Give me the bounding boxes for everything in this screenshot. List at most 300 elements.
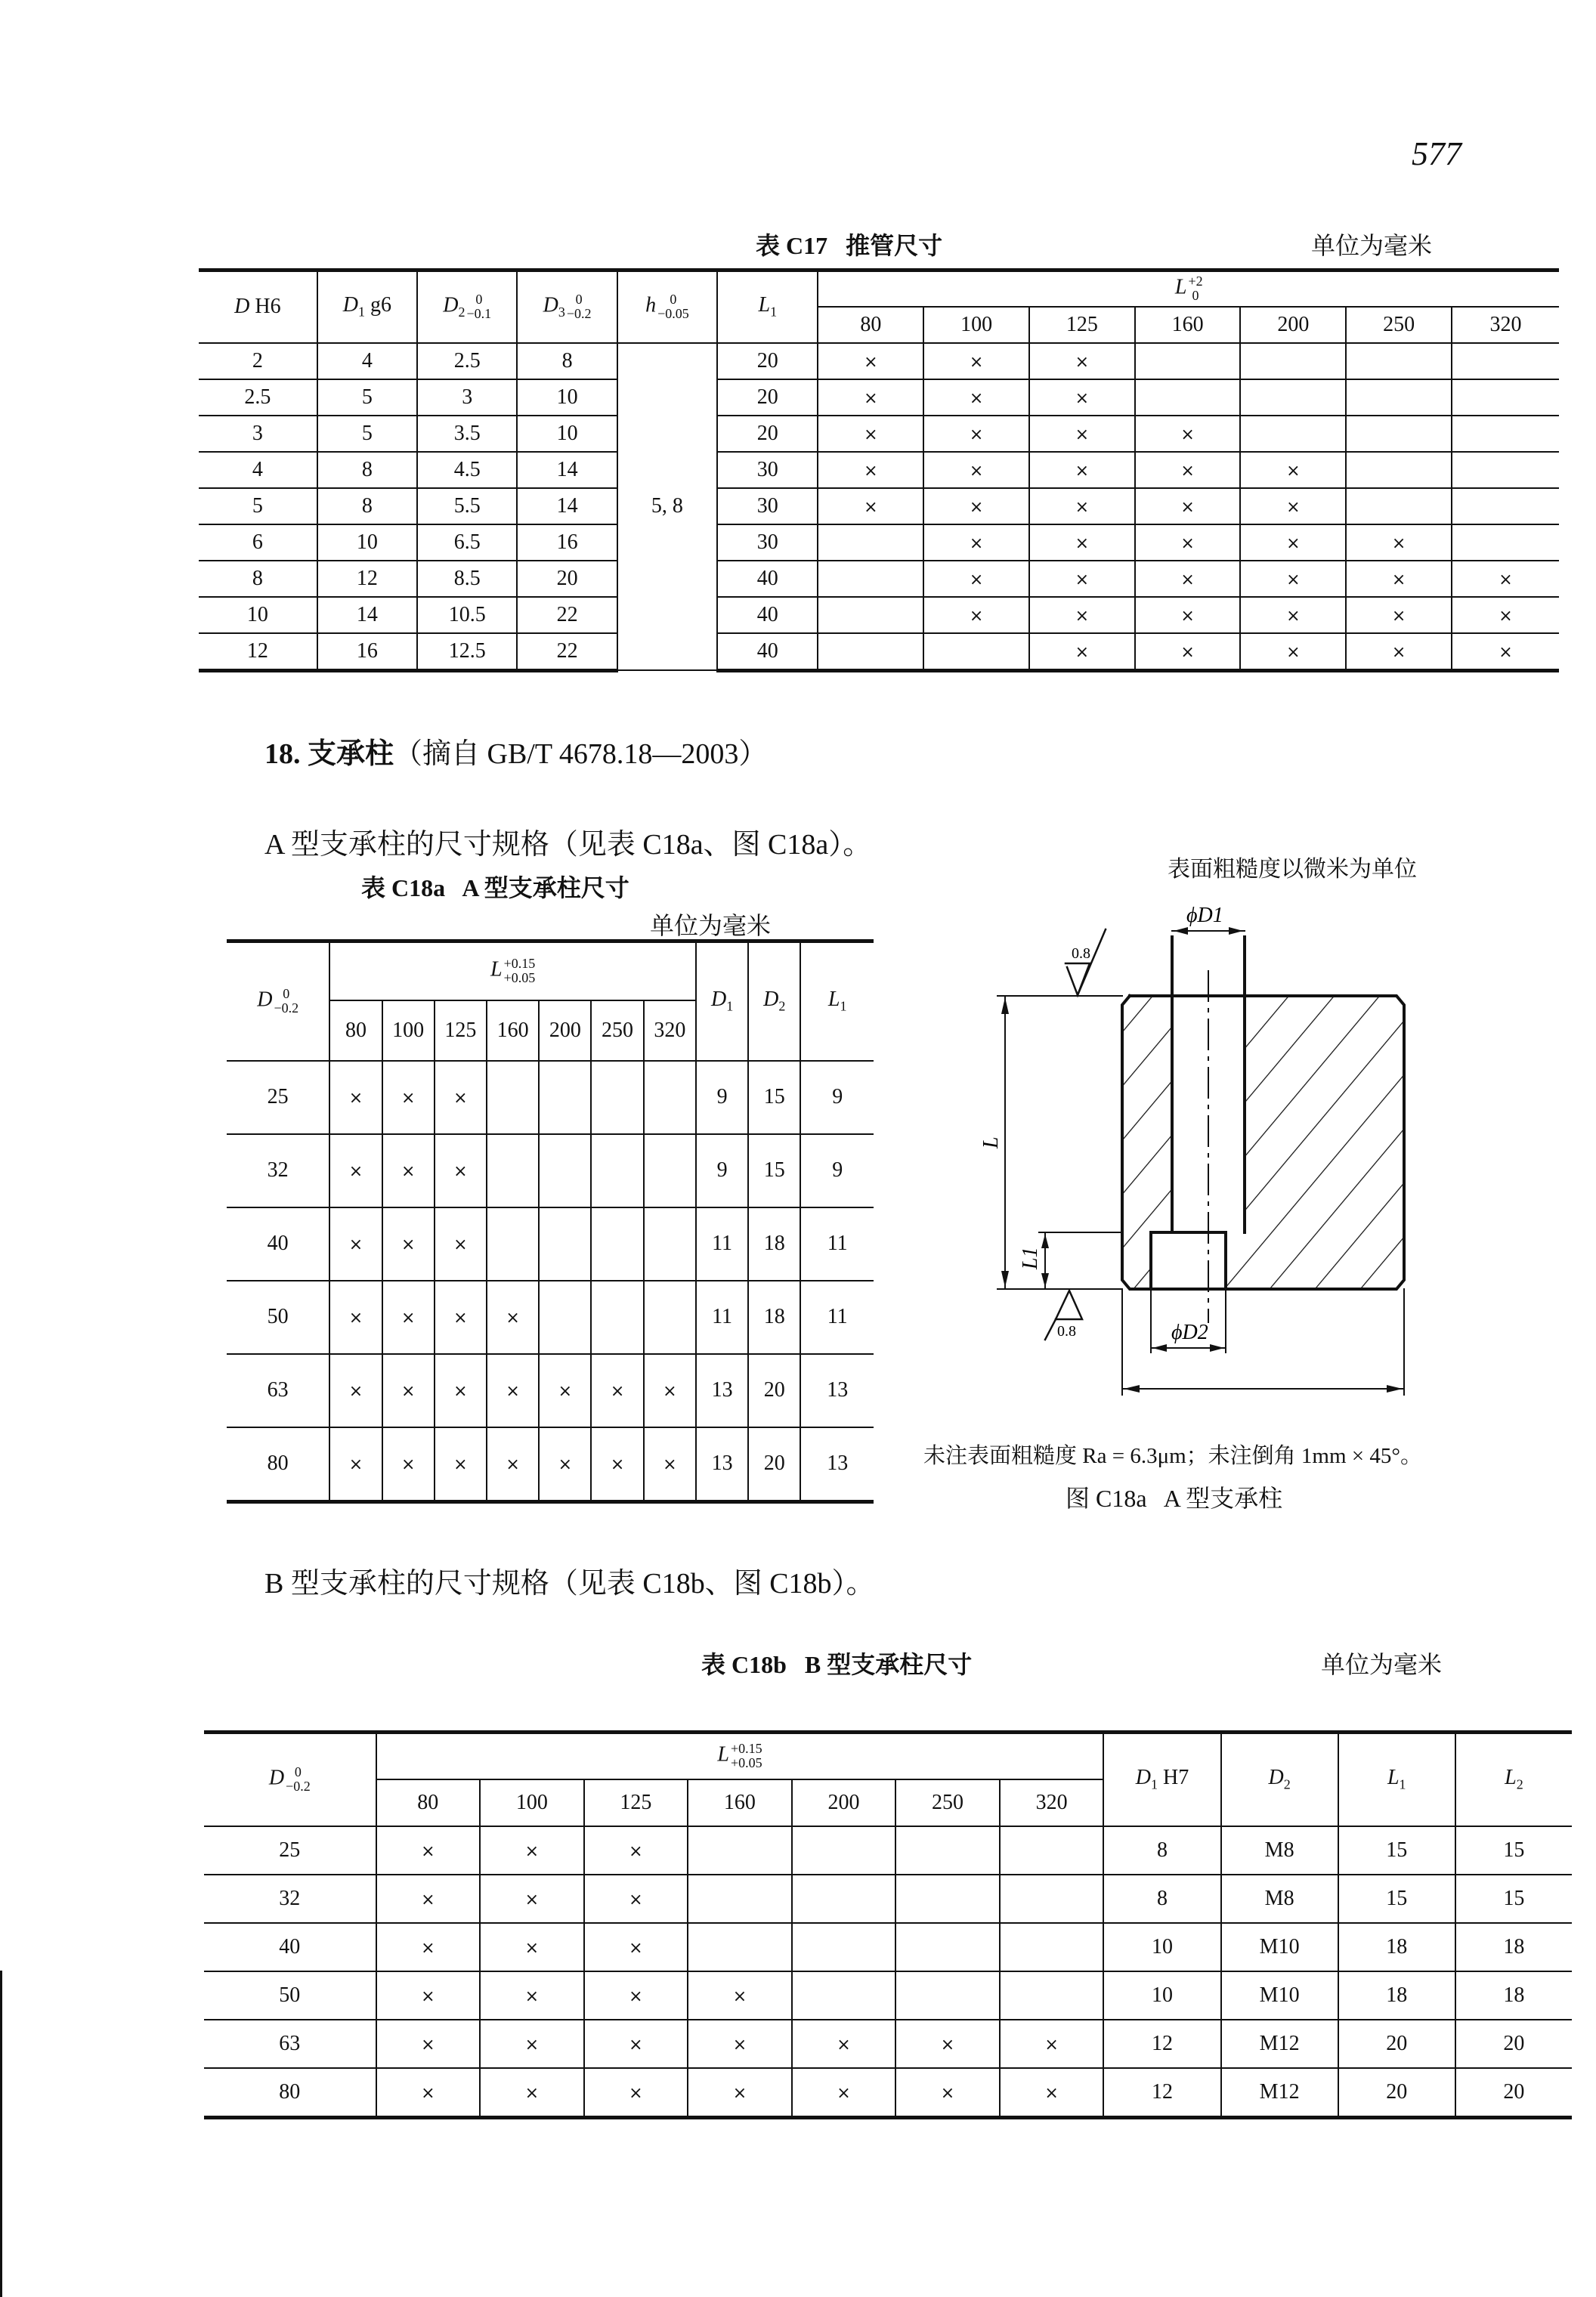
dim-d1-label: ϕD1 (1186, 904, 1223, 927)
c18b-mark-cell (480, 1826, 584, 1875)
c17-mark-cell (1346, 343, 1452, 379)
c17-mark-cell (818, 343, 923, 379)
cross-mark-icon: × (401, 1162, 416, 1181)
cross-mark-icon: × (1075, 642, 1090, 662)
c17-cell-d: 10 (199, 597, 317, 633)
c18a-cell-l1: 9 (800, 1061, 874, 1134)
c17-mark-cell (923, 524, 1029, 561)
c18a-header-d: D 0 −0.2 (227, 941, 329, 1061)
cross-mark-icon: × (558, 1382, 573, 1401)
c18b-cell-d2: M8 (1221, 1875, 1338, 1923)
cross-mark-icon: × (421, 1841, 435, 1861)
c17-cell-d1: 4 (317, 343, 417, 379)
c17-cell-d2: 2.5 (417, 343, 517, 379)
table-row (204, 2020, 1572, 2068)
c18a-mark-cell (382, 1354, 435, 1427)
c18b-mark-cell (1000, 2020, 1104, 2068)
cross-mark-icon: × (864, 352, 878, 372)
cross-mark-icon: × (348, 1309, 363, 1328)
c17-mark-cell (1240, 633, 1346, 671)
cross-mark-icon: × (1075, 533, 1090, 553)
c17-mark-cell (923, 561, 1029, 597)
c18b-mark-cell (688, 1875, 792, 1923)
cross-mark-icon: × (401, 1382, 416, 1401)
dim-l-label: L (979, 1136, 1003, 1148)
c18b-header-d2: $D_2$ (1221, 1733, 1338, 1826)
c17-mark-cell (1135, 524, 1241, 561)
c18b-l-column-header: 250 (895, 1779, 1000, 1826)
c18b-header-l: L +0.15 +0.05 (376, 1733, 1104, 1779)
c17-header-d: D H6 (199, 271, 317, 343)
c18b-l-column-header: 200 (792, 1779, 896, 1826)
cross-mark-icon: × (969, 606, 984, 626)
cross-mark-icon: × (348, 1382, 363, 1401)
c18a-cell-d1: 13 (696, 1354, 748, 1427)
c17-cell-l1: 20 (717, 379, 818, 416)
table-c17 (199, 268, 1559, 672)
c17-cell-l1: 30 (717, 452, 818, 488)
c17-mark-cell (1346, 379, 1452, 416)
c18a-mark-cell (435, 1427, 487, 1502)
paragraph-type-b: B 型支承柱的尺寸规格（见表 C18b、图 C18b）。 (264, 1568, 875, 1600)
c17-l-column-header: 320 (1452, 307, 1559, 343)
c18a-cell-l1: 13 (800, 1427, 874, 1502)
cross-mark-icon: × (421, 2035, 435, 2054)
c17-cell-l1: 30 (717, 524, 818, 561)
c18a-mark-cell (382, 1134, 435, 1207)
c17-header-l1: $L_1$ (717, 271, 818, 343)
cross-mark-icon: × (1180, 425, 1195, 444)
c18b-mark-cell (792, 2068, 896, 2118)
c17-cell-d1: 5 (317, 379, 417, 416)
c18b-mark-cell (480, 1923, 584, 1971)
c18a-mark-cell (435, 1061, 487, 1134)
c17-cell-h: 5, 8 (617, 343, 717, 671)
cross-mark-icon: × (1075, 388, 1090, 408)
cross-mark-icon: × (506, 1309, 520, 1328)
c17-mark-cell (1452, 416, 1559, 452)
c18a-cell-d: 63 (227, 1354, 329, 1427)
c18a-cell-d2: 15 (748, 1061, 800, 1134)
c17-mark-cell (1135, 488, 1241, 524)
table-row (199, 488, 1559, 524)
c18a-mark-cell (487, 1281, 539, 1354)
cross-mark-icon: × (1075, 570, 1090, 589)
c18a-cell-d1: 9 (696, 1061, 748, 1134)
cross-mark-icon: × (732, 1986, 747, 2006)
cross-mark-icon: × (1075, 425, 1090, 444)
c18a-mark-cell (539, 1427, 591, 1502)
c17-cell-d1: 16 (317, 633, 417, 671)
c18b-mark-cell (376, 2068, 481, 2118)
c18a-mark-cell (539, 1061, 591, 1134)
cross-mark-icon: × (837, 2083, 851, 2103)
table-row (227, 1207, 874, 1281)
c18b-l-column-header: 320 (1000, 1779, 1104, 1826)
c18a-mark-cell (382, 1061, 435, 1134)
c17-mark-cell (1135, 343, 1241, 379)
c17-cell-l1: 20 (717, 343, 818, 379)
c18b-mark-cell (688, 2020, 792, 2068)
c17-mark-cell (1346, 524, 1452, 561)
c18b-mark-cell (1000, 1875, 1104, 1923)
c18a-l-column-header: 125 (435, 1000, 487, 1061)
c18b-mark-cell (480, 2068, 584, 2118)
c18b-mark-cell (688, 2068, 792, 2118)
cross-mark-icon: × (629, 1938, 643, 1958)
c18a-mark-cell (539, 1354, 591, 1427)
figure-c18a-drawing (967, 892, 1511, 1405)
c18a-cell-d1: 11 (696, 1207, 748, 1281)
cross-mark-icon: × (401, 1309, 416, 1328)
c17-l-column-header: 80 (818, 307, 923, 343)
c17-cell-d2: 8.5 (417, 561, 517, 597)
table-c18b (204, 1730, 1572, 2119)
c18b-cell-d: 32 (204, 1875, 376, 1923)
cross-mark-icon: × (1075, 606, 1090, 626)
c18a-mark-cell (487, 1134, 539, 1207)
c18a-mark-cell (329, 1427, 382, 1502)
c17-cell-d: 5 (199, 488, 317, 524)
c17-mark-cell (1135, 597, 1241, 633)
cross-mark-icon: × (1286, 497, 1301, 517)
cross-mark-icon: × (1075, 497, 1090, 517)
cross-mark-icon: × (1286, 606, 1301, 626)
scan-edge-line (0, 1971, 2, 2297)
c17-cell-d: 8 (199, 561, 317, 597)
cross-mark-icon: × (1391, 606, 1406, 626)
c17-mark-cell (1346, 633, 1452, 671)
cross-mark-icon: × (629, 1890, 643, 1909)
section-heading: 18. 支承柱（摘自 GB/T 4678.18—2003） (264, 738, 768, 770)
c18a-l-column-header: 320 (644, 1000, 696, 1061)
c18b-cell-d2: M10 (1221, 1971, 1338, 2020)
cross-mark-icon: × (732, 2083, 747, 2103)
c17-cell-d2: 10.5 (417, 597, 517, 633)
cross-mark-icon: × (453, 1382, 468, 1401)
c18a-mark-cell (539, 1207, 591, 1281)
c18a-mark-cell (329, 1061, 382, 1134)
c18a-header-d2: $D_2$ (748, 941, 800, 1061)
c17-mark-cell (923, 416, 1029, 452)
c18a-cell-d2: 20 (748, 1354, 800, 1427)
c18b-mark-cell (792, 1875, 896, 1923)
c18a-mark-cell (435, 1354, 487, 1427)
table-row (199, 343, 1559, 379)
c18b-mark-cell (584, 1971, 688, 2020)
cross-mark-icon: × (1391, 642, 1406, 662)
cross-mark-icon: × (969, 533, 984, 553)
cross-mark-icon: × (453, 1162, 468, 1181)
c18a-mark-cell (591, 1281, 643, 1354)
cross-mark-icon: × (401, 1455, 416, 1474)
cross-mark-icon: × (506, 1382, 520, 1401)
c18a-l-column-header: 160 (487, 1000, 539, 1061)
c18b-mark-cell (688, 1923, 792, 1971)
c18b-mark-cell (584, 2020, 688, 2068)
c18b-cell-d: 63 (204, 2020, 376, 2068)
c18b-mark-cell (376, 1923, 481, 1971)
c18b-cell-d: 50 (204, 1971, 376, 2020)
c17-mark-cell (1452, 452, 1559, 488)
c17-mark-cell (818, 524, 923, 561)
c18b-header-d: D 0 −0.2 (204, 1733, 376, 1826)
c18b-cell-d1: 10 (1103, 1923, 1220, 1971)
c18b-mark-cell (376, 1826, 481, 1875)
cross-mark-icon: × (1180, 497, 1195, 517)
c17-mark-cell (818, 597, 923, 633)
cross-mark-icon: × (453, 1235, 468, 1254)
cross-mark-icon: × (558, 1455, 573, 1474)
cross-mark-icon: × (1286, 642, 1301, 662)
c18b-mark-cell (792, 1923, 896, 1971)
c18b-mark-cell (1000, 1971, 1104, 2020)
cross-mark-icon: × (969, 497, 984, 517)
c17-mark-cell (1029, 488, 1135, 524)
c17-cell-d2: 4.5 (417, 452, 517, 488)
cross-mark-icon: × (1180, 642, 1195, 662)
dim-d2-label: ϕD2 (1171, 1321, 1208, 1344)
c17-mark-cell (1240, 488, 1346, 524)
c18a-header-d1: $D_1$ (696, 941, 748, 1061)
c17-mark-cell (1135, 561, 1241, 597)
c17-cell-d2: 5.5 (417, 488, 517, 524)
table-c17-title: 表 C17 推管尺寸 (756, 232, 943, 259)
c17-mark-cell (923, 633, 1029, 671)
c17-cell-d2: 3 (417, 379, 517, 416)
table-row (199, 379, 1559, 416)
c18b-cell-d: 40 (204, 1923, 376, 1971)
c18a-mark-cell (591, 1061, 643, 1134)
table-c18a (227, 939, 874, 1504)
cross-mark-icon: × (1044, 2083, 1059, 2103)
c17-mark-cell (818, 452, 923, 488)
c17-mark-cell (1240, 452, 1346, 488)
c17-l-column-header: 200 (1240, 307, 1346, 343)
table-c17-unit: 单位为毫米 (1311, 232, 1433, 259)
table-row (227, 1061, 874, 1134)
c17-header-d2: $D_2$ 0 −0.1 (417, 271, 517, 343)
hatch-right (1226, 996, 1404, 1289)
c17-cell-d1: 14 (317, 597, 417, 633)
cross-mark-icon: × (1391, 570, 1406, 589)
c18a-mark-cell (329, 1134, 382, 1207)
cross-mark-icon: × (864, 388, 878, 408)
c17-cell-d1: 5 (317, 416, 417, 452)
c18a-mark-cell (382, 1427, 435, 1502)
table-row (227, 1134, 874, 1207)
table-row (199, 633, 1559, 671)
c17-mark-cell (1240, 379, 1346, 416)
paragraph-type-a: A 型支承柱的尺寸规格（见表 C18a、图 C18a）。 (264, 829, 872, 861)
table-row (204, 1875, 1572, 1923)
c17-cell-l1: 40 (717, 597, 818, 633)
c17-l-column-header: 100 (923, 307, 1029, 343)
c18a-mark-cell (591, 1354, 643, 1427)
c17-header-l: L +2 0 (818, 271, 1559, 307)
c17-cell-d: 4 (199, 452, 317, 488)
c17-mark-cell (1346, 488, 1452, 524)
c18a-l-column-header: 100 (382, 1000, 435, 1061)
c18a-mark-cell (435, 1281, 487, 1354)
c18b-mark-cell (584, 1875, 688, 1923)
cross-mark-icon: × (421, 1938, 435, 1958)
c17-l-column-header: 250 (1346, 307, 1452, 343)
cross-mark-icon: × (663, 1382, 677, 1401)
c18a-header-l1: $L_1$ (800, 941, 874, 1061)
c17-mark-cell (1240, 524, 1346, 561)
figure-note: 未注表面粗糙度 Ra = 6.3μm；未注倒角 1mm × 45°。 (923, 1444, 1422, 1468)
c17-l-column-header: 160 (1135, 307, 1241, 343)
c18a-mark-cell (329, 1354, 382, 1427)
c17-cell-d: 3 (199, 416, 317, 452)
cross-mark-icon: × (629, 1841, 643, 1861)
roughness-symbol-top (1066, 963, 1090, 995)
cross-mark-icon: × (629, 2035, 643, 2054)
c18a-cell-d1: 13 (696, 1427, 748, 1502)
c17-mark-cell (923, 488, 1029, 524)
cross-mark-icon: × (610, 1382, 625, 1401)
c18a-cell-d2: 15 (748, 1134, 800, 1207)
table-row (227, 1281, 874, 1354)
cross-mark-icon: × (524, 2035, 540, 2054)
cross-mark-icon: × (1499, 642, 1513, 662)
c17-l-column-header: 125 (1029, 307, 1135, 343)
c18b-cell-d2: M12 (1221, 2020, 1338, 2068)
c17-mark-cell (1029, 633, 1135, 671)
c17-cell-l1: 40 (717, 633, 818, 671)
c18a-mark-cell (644, 1061, 696, 1134)
cross-mark-icon: × (453, 1089, 468, 1108)
c17-cell-d3: 22 (517, 597, 617, 633)
c18a-mark-cell (487, 1427, 539, 1502)
cross-mark-icon: × (864, 497, 878, 517)
c18b-mark-cell (895, 2020, 1000, 2068)
c17-mark-cell (1135, 416, 1241, 452)
c17-header-d3: $D_3$ 0 −0.2 (517, 271, 617, 343)
c17-mark-cell (818, 488, 923, 524)
c18a-header-l: L +0.15 +0.05 (329, 941, 696, 1000)
c17-cell-l1: 30 (717, 488, 818, 524)
c18b-mark-cell (895, 1826, 1000, 1875)
c18b-cell-l1: 15 (1338, 1875, 1455, 1923)
cross-mark-icon: × (421, 1890, 435, 1909)
c17-mark-cell (1452, 524, 1559, 561)
figure-unit-note: 表面粗糙度以微米为单位 (1168, 857, 1417, 882)
c17-mark-cell (1029, 597, 1135, 633)
c18a-mark-cell (435, 1134, 487, 1207)
c18b-cell-d1: 10 (1103, 1971, 1220, 2020)
c17-header-h: h 0 −0.05 (617, 271, 717, 343)
c18b-mark-cell (792, 1971, 896, 2020)
c17-cell-d3: 14 (517, 488, 617, 524)
c18a-mark-cell (539, 1134, 591, 1207)
c18a-cell-d: 25 (227, 1061, 329, 1134)
c17-cell-d2: 6.5 (417, 524, 517, 561)
c18b-cell-d1: 8 (1103, 1875, 1220, 1923)
cross-mark-icon: × (629, 1986, 643, 2006)
c18b-mark-cell (584, 1923, 688, 1971)
c18b-l-column-header: 80 (376, 1779, 481, 1826)
c17-cell-d: 2 (199, 343, 317, 379)
c18b-cell-d2: M12 (1221, 2068, 1338, 2118)
c18a-mark-cell (644, 1134, 696, 1207)
cross-mark-icon: × (453, 1309, 468, 1328)
c18b-mark-cell (792, 1826, 896, 1875)
cross-mark-icon: × (1286, 570, 1301, 589)
c18a-cell-l1: 11 (800, 1207, 874, 1281)
table-row (199, 597, 1559, 633)
c17-cell-d: 2.5 (199, 379, 317, 416)
c18b-cell-l1: 18 (1338, 1971, 1455, 2020)
c17-mark-cell (1029, 452, 1135, 488)
c18b-cell-d: 80 (204, 2068, 376, 2118)
c18b-header-l1: $L_1$ (1338, 1733, 1455, 1826)
c17-mark-cell (818, 561, 923, 597)
c17-mark-cell (818, 416, 923, 452)
c18b-cell-l2: 20 (1455, 2068, 1572, 2118)
c17-header-d1: $D_1$ g6 (317, 271, 417, 343)
cross-mark-icon: × (1075, 352, 1090, 372)
c17-cell-d3: 14 (517, 452, 617, 488)
c17-mark-cell (1452, 343, 1559, 379)
cross-mark-icon: × (453, 1455, 468, 1474)
c18b-mark-cell (1000, 1923, 1104, 1971)
cross-mark-icon: × (348, 1235, 363, 1254)
cross-mark-icon: × (629, 2083, 643, 2103)
c17-cell-l1: 40 (717, 561, 818, 597)
c18b-cell-d1: 12 (1103, 2020, 1220, 2068)
c17-cell-d3: 8 (517, 343, 617, 379)
cross-mark-icon: × (1286, 533, 1301, 553)
c17-mark-cell (1346, 561, 1452, 597)
roughness-value-top: 0.8 (1072, 945, 1090, 962)
cross-mark-icon: × (1180, 606, 1195, 626)
c18a-mark-cell (329, 1207, 382, 1281)
c17-mark-cell (923, 597, 1029, 633)
cross-mark-icon: × (969, 388, 984, 408)
c18a-mark-cell (644, 1427, 696, 1502)
cross-mark-icon: × (421, 1986, 435, 2006)
cross-mark-icon: × (732, 2035, 747, 2054)
cross-mark-icon: × (1180, 533, 1195, 553)
c18a-cell-d: 80 (227, 1427, 329, 1502)
c18b-mark-cell (1000, 2068, 1104, 2118)
c18b-cell-d2: M10 (1221, 1923, 1338, 1971)
cross-mark-icon: × (969, 461, 984, 481)
cross-mark-icon: × (1499, 606, 1513, 626)
c17-mark-cell (1135, 379, 1241, 416)
c18a-cell-d1: 9 (696, 1134, 748, 1207)
c17-mark-cell (1029, 524, 1135, 561)
c17-mark-cell (1452, 488, 1559, 524)
c18a-mark-cell (329, 1281, 382, 1354)
c18b-mark-cell (792, 2020, 896, 2068)
page-number: 577 (1412, 135, 1461, 172)
c17-mark-cell (1135, 452, 1241, 488)
c17-mark-cell (1135, 633, 1241, 671)
c18a-cell-d1: 11 (696, 1281, 748, 1354)
c17-mark-cell (1452, 561, 1559, 597)
c17-mark-cell (1029, 379, 1135, 416)
cross-mark-icon: × (940, 2083, 955, 2103)
cross-mark-icon: × (524, 1938, 540, 1958)
c17-cell-d1: 10 (317, 524, 417, 561)
table-row (199, 561, 1559, 597)
cross-mark-icon: × (1044, 2035, 1059, 2054)
cross-mark-icon: × (1391, 533, 1406, 553)
c17-mark-cell (1452, 379, 1559, 416)
